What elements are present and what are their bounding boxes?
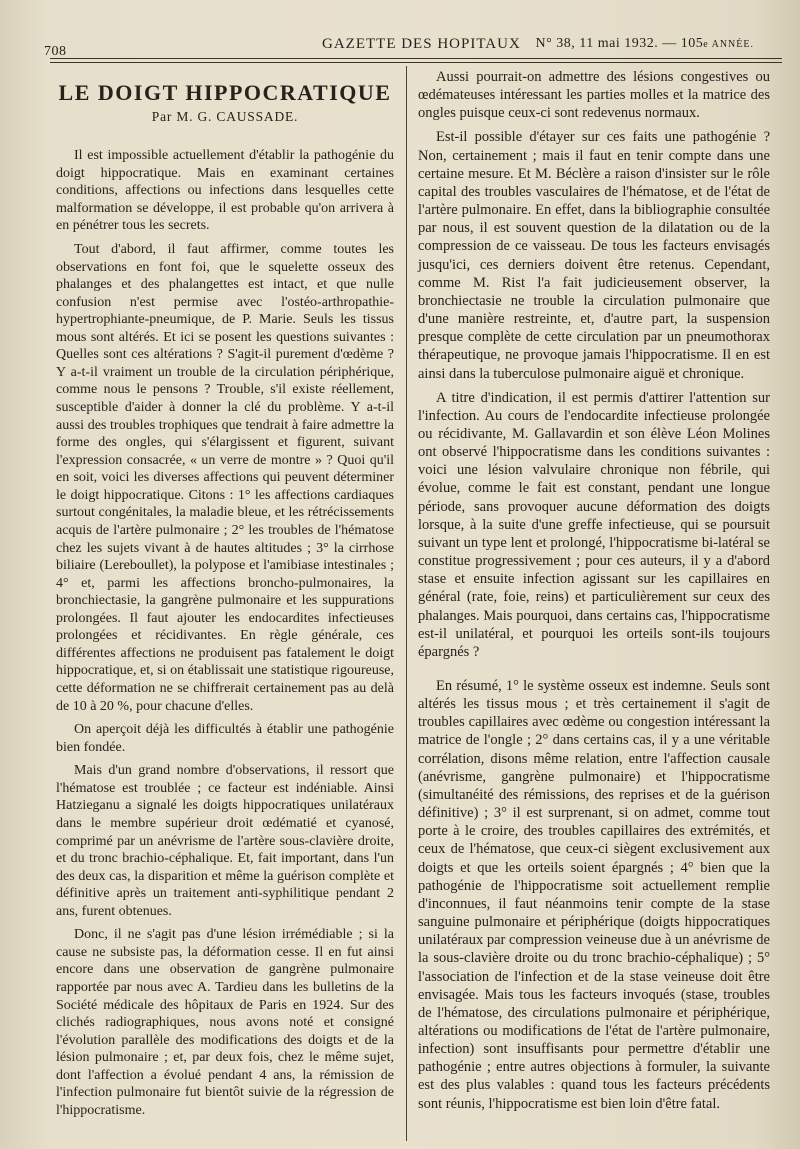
issue-info xyxy=(536,36,754,52)
paragraph: On aperçoit déjà les difficultés à établir une pathogénie bien fondée. xyxy=(56,722,394,755)
issue-year-suffix: e ANNÉE. xyxy=(703,39,754,50)
left-paragraphs xyxy=(56,147,394,1119)
paragraph: Mais d'un grand nombre d'observations, il ressort que l'hématose est troublée ; ce facteur est indéniable. Ainsi Hatzieganu a signalé les doigts hippocratiques unilatéraux dans le membre supérieur droit œdématié et cyanosé, comprimé par un anévrisme de l'artère sous-clavière droite, et du tronc brachio-céphalique. Et, fait important, dans l'un des deux cas, la disparition et même la guérison complète et définitive après un traitement anti-syphilitique pendant 2 ans, furent obtenues. xyxy=(56,763,394,919)
page-header xyxy=(44,34,764,59)
left-column xyxy=(56,68,394,1120)
page-number: 708 xyxy=(44,44,67,59)
issue-date: N° 38, 11 mai 1932. — 105 xyxy=(535,36,704,51)
journal-title: GAZETTE DES HOPITAUX xyxy=(322,36,521,52)
summary-paragraph: En résumé, 1° le système osseux est indemne. Seuls sont altérés les tissus mous ; et très certainement il s'agit de troubles capillaires avec œdème ou congestion intéressant la matrice de l'ongle ; 2° dans certains cas, il y a une véritable corrélation, disons même relation, entre l'affection causale (anévrisme, gangrène pulmonaire) et l'hippocratisme (simultanéité des rémissions, des reprises et de la guérison définitive) ; 3° il est surprenant, si on admet, comme tout porte à le croire, des troubles capillaires des extrémités, et ceux de l'hématose, que ceux-ci siègent exclusivement aux doigts et que les orteils soient épargnés ; 4° bien que la pathogénie de l'hippocratisme soit actuellement remplie d'inconnues, il faut néanmoins tenir compte de la stase sanguine pulmonaire et périphérique (doigts hippocratiques unilatéraux par compression veineuse due à un anévrisme de la sous-clavière droite ou du tronc brachio-céphalique) ; 5° l'association de l'infection et de la stase veineuse doit être envisagée. Mais tous les facteurs invoqués (stase, troubles de l'hématose, des circulations pulmonaire et périphérique, altérations ou modifications de l'état de l'artère pulmonaire, infection) sont insuffisants pour permettre d'établir une pathogénie ; entre autres objections à formuler, la suivante est des plus valables : quand tous les facteurs précédents sont réunis, l'hippocratisme est bien loin d'être fatal. xyxy=(418,678,770,1112)
article-byline: Par M. G. CAUSSADE. xyxy=(151,108,299,124)
paragraph: Aussi pourrait-on admettre des lésions congestives ou œdémateuses intéressant les parties molles et la matrice des ongles puisque ceux-ci sont redevenus normaux. xyxy=(418,69,770,122)
section-gap xyxy=(418,661,770,677)
article-title: LE DOIGT HIPPOCRATIQUE xyxy=(58,80,392,105)
paragraph: Tout d'abord, il faut affirmer, comme toutes les observations en font foi, que le squelette osseux des phalanges et des phalangettes est intact, et que nulle confusion n'est permise avec l'ostéo-arthropathie-hypertrophiante-pneumique, de P. Marie. Seuls les tissus mous sont altérés. Et ici se posent les questions suivantes : Quelles sont ces altérations ? S'agit-il purement d'œdème ? Y a-t-il vraiment un trouble de la circulation périphérique, comme nous le pensons ? Trouble, s'il existe réellement, susceptible d'aider à donner la clé du problème. Y a-t-il aussi des troubles trophiques que tendrait à faire admettre la forme des ongles, qui s'élargissent et figurent, suivant l'expression consacrée, « un verre de montre » ? Quoi qu'il en soit, voici les diverses affections qui peuvent déterminer le doigt hippocratique. Citons : 1° les affections cardiaques surtout congénitales, la maladie bleue, et les rétrécissements acquis de l'artère pulmonaire ; 2° les troubles de l'hématose chez les sujets vivant à de hautes altitudes ; 3° la cirrhose biliaire (Lereboullet), la polypose et l'amibiase intestinales ; 4° et, parmi les affections broncho-pulmonaires, la bronchiectasie, la gangrène pulmonaire et les suppurations prolongées. Il faut ajouter les endocardites infectieuses prolongées et récidivantes. En règle générale, ces différentes affections ne produisent pas fatalement le doigt hippocratique, et, si on établissait une statistique rigoureuse, cette déformation ne se chiffrerait certainement pas au delà de 10 à 20 %, pour chacune d'elles. xyxy=(56,241,394,714)
right-column xyxy=(418,68,770,1113)
column-divider xyxy=(406,66,407,1141)
paragraph: A titre d'indication, il est permis d'attirer l'attention sur l'infection. Au cours de l'endocardite infectieuse prolongée ou récidivante, M. Gallavardin et son élève Léon Molines ont observé l'hippocratisme dans les conditions suivantes : voici une lésion valvulaire chronique non fébrile, qui évolue, comme le fait est constant, pendant une longue période, sans provoquer aucune déformation des doigts lorsque, à la suite d'une greffe infectieuse, qui se poursuit suivant un type lent et prolongé, l'hippocratisme bi-latéral se constitue progressivement ; pour ces auteurs, il y a d'abord stase et ensuite infection agissant sur les capillaires en général (rate, foie, reins) et particulièrement sur ceux des phalanges. Mais pourquoi, dans certains cas, l'hippocratisme est-il unilatéral, et pourquoi les orteils sont-ils toujours épargnés ? xyxy=(418,389,770,660)
paragraph: Donc, il ne s'agit pas d'une lésion irrémédiable ; si la cause ne subsiste pas, la déformation cesse. Il en fut ainsi encore dans une observation de gangrène pulmonaire rapportée par nous avec A. Tardieu dans les bulletins de la Société médicale des hôpitaux de Paris en 1924. Sur des clichés radiographiques, nous avons noté et consigné l'évolution parallèle des modifications des doigts et de la lésion pulmonaire ; et, par deux fois, chez le même sujet, dont l'affection a évolué pendant 4 ans, la rémission de l'infection pulmonaire fut bientôt suivie de la régression de l'hippocratisme. xyxy=(56,927,394,1118)
paragraph: Il est impossible actuellement d'établir la pathogénie du doigt hippocratique. Mais en examinant certaines conditions, affections ou infections dans lesquelles cette malformation se développe, il est probable qu'on arrivera à en pénétrer tous les secrets. xyxy=(56,148,394,234)
header-rule-thin xyxy=(50,62,782,63)
header-rule xyxy=(50,58,782,59)
paragraph: Est-il possible d'étayer sur ces faits une pathogénie ? Non, certainement ; mais il faut en tenir compte dans une certaine mesure. Et M. Béclère a raison d'insister sur le rôle capital des troubles vasculaires de l'hématose, et de l'état de l'artère pulmonaire. En effet, dans la bibliographie consultée par nous, il est souvent question de la dilatation ou de la compression de ce vaisseau. De tous les facteurs envisagés jusqu'ici, ces derniers doivent être retenus. Cependant, comme M. Rist l'a fait judicieusement observer, la bronchiectasie ne trouble la circulation pulmonaire que d'une manière restreinte, et, d'autre part, la suspension presque complète de cette circulation par un pneumothorax thérapeutique, ne provoque jamais l'hippocratisme. Il en est ainsi dans la tuberculose pulmonaire aiguë et chronique. xyxy=(418,129,770,382)
